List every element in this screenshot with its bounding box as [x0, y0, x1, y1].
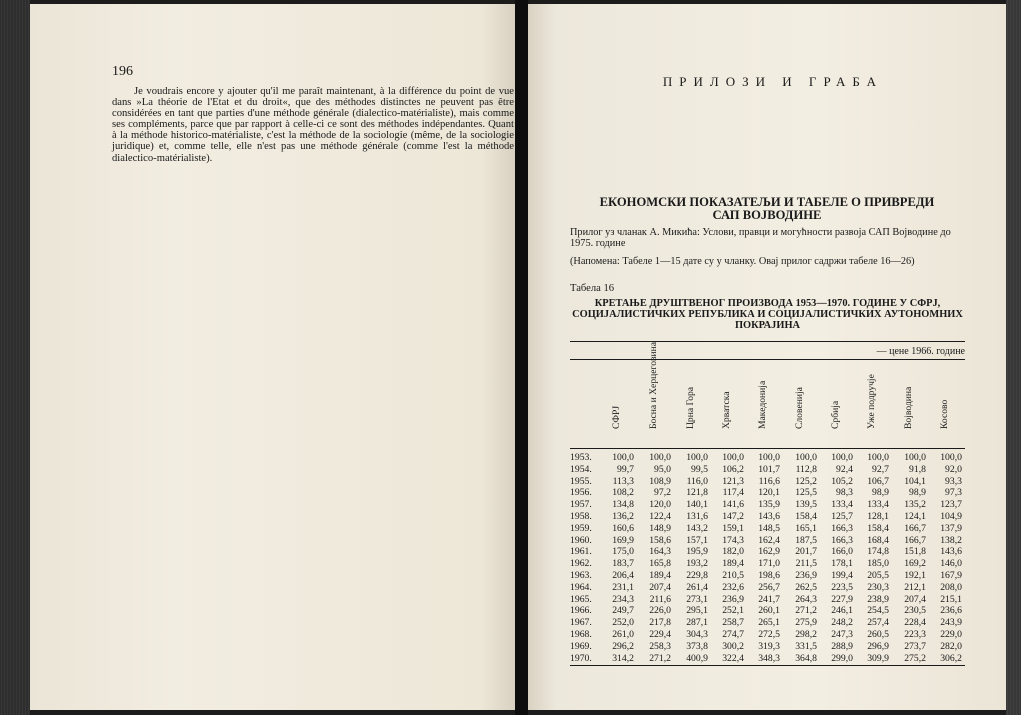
table-cell: 210,5: [722, 569, 744, 581]
table-cell: 98,9: [872, 487, 889, 499]
table-bottom-rule: [570, 665, 965, 666]
table-cell: 120,0: [649, 499, 671, 511]
price-note: — цене 1966. године: [876, 346, 965, 357]
table-cell: 247,3: [831, 628, 853, 640]
table-cell: 138,2: [940, 534, 962, 546]
table-row: [570, 582, 965, 594]
table-cell: 121,3: [722, 475, 744, 487]
table-cell: 125,5: [795, 487, 817, 499]
table-cell: 262,5: [795, 581, 817, 593]
table-cell: 98,3: [836, 487, 853, 499]
table-cell: 106,2: [722, 463, 744, 475]
table-cell: 322,4: [722, 652, 744, 664]
table-cell: 232,6: [722, 581, 744, 593]
table-cell: 124,1: [904, 510, 926, 522]
table-cell: 101,7: [758, 463, 780, 475]
table-cell: 195,9: [686, 546, 708, 558]
table-cell: 252,1: [722, 605, 744, 617]
table-cell: 211,5: [795, 558, 817, 570]
table-cell: 275,9: [795, 617, 817, 629]
table-row: [570, 464, 965, 476]
table-cell: 298,2: [795, 628, 817, 640]
table-cell: 296,2: [612, 640, 634, 652]
row-year: 1966.: [570, 605, 592, 617]
table-cell: 121,8: [686, 487, 708, 499]
table-cell: 143,6: [940, 546, 962, 558]
table-cell: 147,2: [722, 510, 744, 522]
table-label: Табела 16: [570, 283, 615, 294]
table-cell: 169,9: [612, 534, 634, 546]
table-cell: 271,2: [795, 605, 817, 617]
table-cell: 185,0: [867, 558, 889, 570]
table-cell: 140,1: [686, 499, 708, 511]
row-year: 1954.: [570, 463, 592, 475]
table-cell: 143,2: [686, 522, 708, 534]
header-bottom-rule: [570, 448, 965, 449]
column-header-label: Словенија: [794, 387, 805, 429]
table-cell: 205,5: [867, 569, 889, 581]
table-cell: 229,8: [686, 569, 708, 581]
table-cell: 125,7: [831, 510, 853, 522]
napomena-note: (Напомена: Табеле 1—15 дате су у чланку. Овај прилог садржи табеле 16—26): [570, 256, 915, 267]
table-cell: 158,4: [867, 522, 889, 534]
table-cell: 148,5: [758, 522, 780, 534]
table-cell: 134,8: [612, 499, 634, 511]
table-cell: 174,3: [722, 534, 744, 546]
table-row: [570, 476, 965, 488]
table-title: КРЕТАЊЕ ДРУШТВЕНОГ ПРОИЗВОДА 1953—1970. ГОДИНЕ У СФРЈ, СОЦИЈАЛИСТИЧКИХ РЕПУБЛИКА И СОЦИЈАЛИСТИЧКИХ АУТОНОМНИХ ПОКРАЈИНА: [572, 298, 963, 331]
table-cell: 116,6: [758, 475, 780, 487]
table-cell: 92,7: [872, 463, 889, 475]
table-cell: 189,4: [722, 558, 744, 570]
row-year: 1963.: [570, 569, 592, 581]
row-year: 1970.: [570, 652, 592, 664]
column-header: [831, 359, 845, 439]
column-header-label: Косово: [939, 399, 950, 429]
table-cell: 139,5: [795, 499, 817, 511]
table-cell: 273,7: [904, 640, 926, 652]
table-cell: 112,8: [795, 463, 817, 475]
table-cell: 236,6: [940, 605, 962, 617]
column-header: [722, 359, 736, 439]
table-cell: 215,1: [940, 593, 962, 605]
book-gutter: [515, 0, 528, 715]
table-cell: 182,0: [722, 546, 744, 558]
table-cell: 133,4: [867, 499, 889, 511]
table-cell: 364,8: [795, 652, 817, 664]
table-cell: 104,1: [904, 475, 926, 487]
table-cell: 208,0: [940, 581, 962, 593]
right-page: [528, 4, 1006, 710]
table-cell: 158,6: [649, 534, 671, 546]
table-cell: 99,5: [691, 463, 708, 475]
table-cell: 133,4: [831, 499, 853, 511]
table-cell: 229,0: [940, 628, 962, 640]
table-cell: 113,3: [612, 475, 634, 487]
table-cell: 165,1: [795, 522, 817, 534]
table-row: [570, 523, 965, 535]
table-cell: 260,1: [758, 605, 780, 617]
table-cell: 238,9: [867, 593, 889, 605]
table-cell: 348,3: [758, 652, 780, 664]
appendix-heading: ПРИЛОЗИ И ГРАБА: [662, 74, 884, 89]
table-cell: 260,5: [867, 628, 889, 640]
row-year: 1960.: [570, 534, 592, 546]
table-cell: 146,0: [940, 558, 962, 570]
table-cell: 198,6: [758, 569, 780, 581]
table-cell: 125,2: [795, 475, 817, 487]
table-cell: 166,7: [904, 522, 926, 534]
table-cell: 243,9: [940, 617, 962, 629]
table-cell: 141,6: [722, 499, 744, 511]
table-cell: 299,0: [831, 652, 853, 664]
table-cell: 252,0: [612, 617, 634, 629]
table-cell: 319,3: [758, 640, 780, 652]
table-cell: 166,3: [831, 522, 853, 534]
table-cell: 306,2: [940, 652, 962, 664]
table-cell: 229,4: [649, 628, 671, 640]
table-cell: 249,7: [612, 605, 634, 617]
table-cell: 166,3: [831, 534, 853, 546]
table-cell: 187,5: [795, 534, 817, 546]
table-cell: 183,7: [612, 558, 634, 570]
table-cell: 100,0: [904, 452, 926, 463]
table-cell: 162,4: [758, 534, 780, 546]
column-header: [940, 359, 954, 439]
row-year: 1958.: [570, 510, 592, 522]
table-cell: 258,3: [649, 640, 671, 652]
row-year: 1955.: [570, 475, 592, 487]
row-year: 1962.: [570, 558, 592, 570]
table-cell: 97,2: [654, 487, 671, 499]
table-cell: 137,9: [940, 522, 962, 534]
table-cell: 116,0: [686, 475, 708, 487]
table-cell: 272,5: [758, 628, 780, 640]
table-cell: 158,4: [795, 510, 817, 522]
table-cell: 117,4: [722, 487, 744, 499]
row-year: 1961.: [570, 546, 592, 558]
table-cell: 309,9: [867, 652, 889, 664]
table-cell: 100,0: [758, 452, 780, 463]
column-header: [904, 359, 918, 439]
row-year: 1956.: [570, 487, 592, 499]
table-row: [570, 629, 965, 641]
table-row: [570, 511, 965, 523]
table-cell: 189,4: [649, 569, 671, 581]
book-edge-right: [1006, 0, 1021, 715]
table-row: [570, 570, 965, 582]
table-cell: 108,9: [649, 475, 671, 487]
table-cell: 314,2: [612, 652, 634, 664]
table-cell: 151,8: [904, 546, 926, 558]
table-cell: 100,0: [867, 452, 889, 463]
row-year: 1968.: [570, 628, 592, 640]
table-cell: 227,9: [831, 593, 853, 605]
table-row: [570, 558, 965, 570]
table-cell: 246,1: [831, 605, 853, 617]
table-cell: 223,5: [831, 581, 853, 593]
column-header-label: Србија: [830, 400, 841, 429]
table-cell: 148,9: [649, 522, 671, 534]
page-number: 196: [112, 64, 133, 79]
row-year: 1953.: [570, 452, 592, 463]
table-cell: 168,4: [867, 534, 889, 546]
table-cell: 135,9: [758, 499, 780, 511]
table-cell: 159,1: [722, 522, 744, 534]
table-cell: 287,1: [686, 617, 708, 629]
table-cell: 135,2: [904, 499, 926, 511]
table-cell: 230,5: [904, 605, 926, 617]
table-row: [570, 653, 965, 665]
prilog-note: Прилог уз чланак А. Микића: Услови, правци и могућности развоја САП Војводине до 1975. године: [570, 227, 951, 249]
table-cell: 100,0: [831, 452, 853, 463]
table-cell: 92,4: [836, 463, 853, 475]
table-cell: 192,1: [904, 569, 926, 581]
table-cell: 100,0: [940, 452, 962, 463]
table-cell: 201,7: [795, 546, 817, 558]
table-cell: 98,9: [909, 487, 926, 499]
french-paragraph: [112, 86, 514, 164]
table-cell: 241,7: [758, 593, 780, 605]
table-cell: 122,4: [649, 510, 671, 522]
table-row: [570, 617, 965, 629]
table-cell: 211,6: [649, 593, 671, 605]
table-cell: 207,4: [649, 581, 671, 593]
table-cell: 193,2: [686, 558, 708, 570]
table-cell: 167,9: [940, 569, 962, 581]
table-cell: 265,1: [758, 617, 780, 629]
table-cell: 295,1: [686, 605, 708, 617]
table-row: [570, 452, 965, 464]
row-year: 1959.: [570, 522, 592, 534]
column-header-label: Црна Гора: [685, 386, 696, 429]
table-cell: 100,0: [649, 452, 671, 463]
table-cell: 157,1: [686, 534, 708, 546]
table-cell: 108,2: [612, 487, 634, 499]
table-cell: 143,6: [758, 510, 780, 522]
table-row: [570, 535, 965, 547]
table-cell: 256,7: [758, 581, 780, 593]
table-cell: 175,0: [612, 546, 634, 558]
book-edge-left: [0, 0, 30, 715]
row-year: 1964.: [570, 581, 592, 593]
table-cell: 105,2: [831, 475, 853, 487]
table-cell: 304,3: [686, 628, 708, 640]
table-cell: 275,2: [904, 652, 926, 664]
left-page: [30, 4, 515, 710]
table-cell: 120,1: [758, 487, 780, 499]
table-cell: 100,0: [722, 452, 744, 463]
table-cell: 230,3: [867, 581, 889, 593]
section-title: ЕКОНОМСКИ ПОКАЗАТЕЉИ И ТАБЕЛЕ О ПРИВРЕДИ САП ВОЈВОДИНЕ: [599, 195, 935, 222]
column-header-label: Босна и Херцеговина: [648, 341, 659, 429]
table-body: [570, 452, 965, 664]
table-top-rule: [570, 341, 965, 342]
table-cell: 160,6: [612, 522, 634, 534]
table-cell: 128,1: [867, 510, 889, 522]
table-cell: 274,7: [722, 628, 744, 640]
table-cell: 288,9: [831, 640, 853, 652]
table-cell: 93,3: [945, 475, 962, 487]
column-header-label: Хрватска: [721, 391, 732, 429]
column-header: [795, 359, 809, 439]
table-cell: 100,0: [795, 452, 817, 463]
table-cell: 373,8: [686, 640, 708, 652]
table-cell: 264,3: [795, 593, 817, 605]
table-cell: 282,0: [940, 640, 962, 652]
table-cell: 223,3: [904, 628, 926, 640]
table-cell: 236,9: [722, 593, 744, 605]
table-cell: 99,7: [617, 463, 634, 475]
table-cell: 100,0: [686, 452, 708, 463]
table-cell: 95,0: [654, 463, 671, 475]
table-cell: 123,7: [940, 499, 962, 511]
column-header: [648, 341, 663, 439]
table-cell: 91,8: [909, 463, 926, 475]
table-cell: 162,9: [758, 546, 780, 558]
column-header: [867, 359, 881, 439]
table-cell: 165,8: [649, 558, 671, 570]
column-header: [686, 359, 700, 439]
row-year: 1957.: [570, 499, 592, 511]
row-year: 1969.: [570, 640, 592, 652]
table-cell: 400,9: [686, 652, 708, 664]
table-cell: 331,5: [795, 640, 817, 652]
table-cell: 100,0: [612, 452, 634, 463]
table-cell: 257,4: [867, 617, 889, 629]
table-cell: 296,9: [867, 640, 889, 652]
row-year: 1965.: [570, 593, 592, 605]
table-cell: 300,2: [722, 640, 744, 652]
table-cell: 166,7: [904, 534, 926, 546]
table-cell: 106,7: [867, 475, 889, 487]
table-cell: 261,0: [612, 628, 634, 640]
table-cell: 206,4: [612, 569, 634, 581]
paragraph-text: Je voudrais encore y ajouter qu'il me paraît maintenant, à la différence du point de vue dans »La théorie de l'Etat et du droit«, que des méthodes distinctes ne peuvent pas être considérées en tant que parties d'une méthode générale (dialectico-matérialiste), mais comme ses compléments, parce que par rapport à celle-ci ce sont des méthodes indépendantes. Quant à la méthode historico-matérialiste, c'est la méthode de la sociologie (même, de la sociologie juridique) et, comme telle, elle n'est pas une méthode générale (comme l'est la méthode dialectico-matérialiste).: [112, 86, 514, 164]
column-header: [612, 359, 626, 439]
table-cell: 271,2: [649, 652, 671, 664]
table-cell: 207,4: [904, 593, 926, 605]
table-cell: 212,1: [904, 581, 926, 593]
table-row: [570, 641, 965, 653]
column-header: [758, 359, 772, 439]
table-cell: 164,3: [649, 546, 671, 558]
table-row: [570, 605, 965, 617]
table-cell: 169,2: [904, 558, 926, 570]
table-cell: 104,9: [940, 510, 962, 522]
table-row: [570, 499, 965, 511]
table-row: [570, 487, 965, 499]
table-cell: 228,4: [904, 617, 926, 629]
table-cell: 166,0: [831, 546, 853, 558]
table-cell: 174,8: [867, 546, 889, 558]
table-cell: 131,6: [686, 510, 708, 522]
table-cell: 231,1: [612, 581, 634, 593]
table-cell: 258,7: [722, 617, 744, 629]
table-cell: 217,8: [649, 617, 671, 629]
table-row: [570, 594, 965, 606]
table-cell: 261,4: [686, 581, 708, 593]
table-cell: 136,2: [612, 510, 634, 522]
column-header-label: Македонија: [757, 380, 768, 429]
column-header-label: Војводина: [903, 386, 914, 429]
table-cell: 171,0: [758, 558, 780, 570]
table-cell: 234,3: [612, 593, 634, 605]
table-cell: 199,4: [831, 569, 853, 581]
table-cell: 226,0: [649, 605, 671, 617]
table-cell: 92,0: [945, 463, 962, 475]
table-cell: 248,2: [831, 617, 853, 629]
row-year: 1967.: [570, 617, 592, 629]
table-cell: 254,5: [867, 605, 889, 617]
column-header-label: СФРЈ: [611, 405, 622, 429]
table-row: [570, 546, 965, 558]
table-cell: 236,9: [795, 569, 817, 581]
column-header-label: Уже подручје: [866, 374, 877, 429]
table-cell: 178,1: [831, 558, 853, 570]
table-cell: 273,1: [686, 593, 708, 605]
table-cell: 97,3: [945, 487, 962, 499]
